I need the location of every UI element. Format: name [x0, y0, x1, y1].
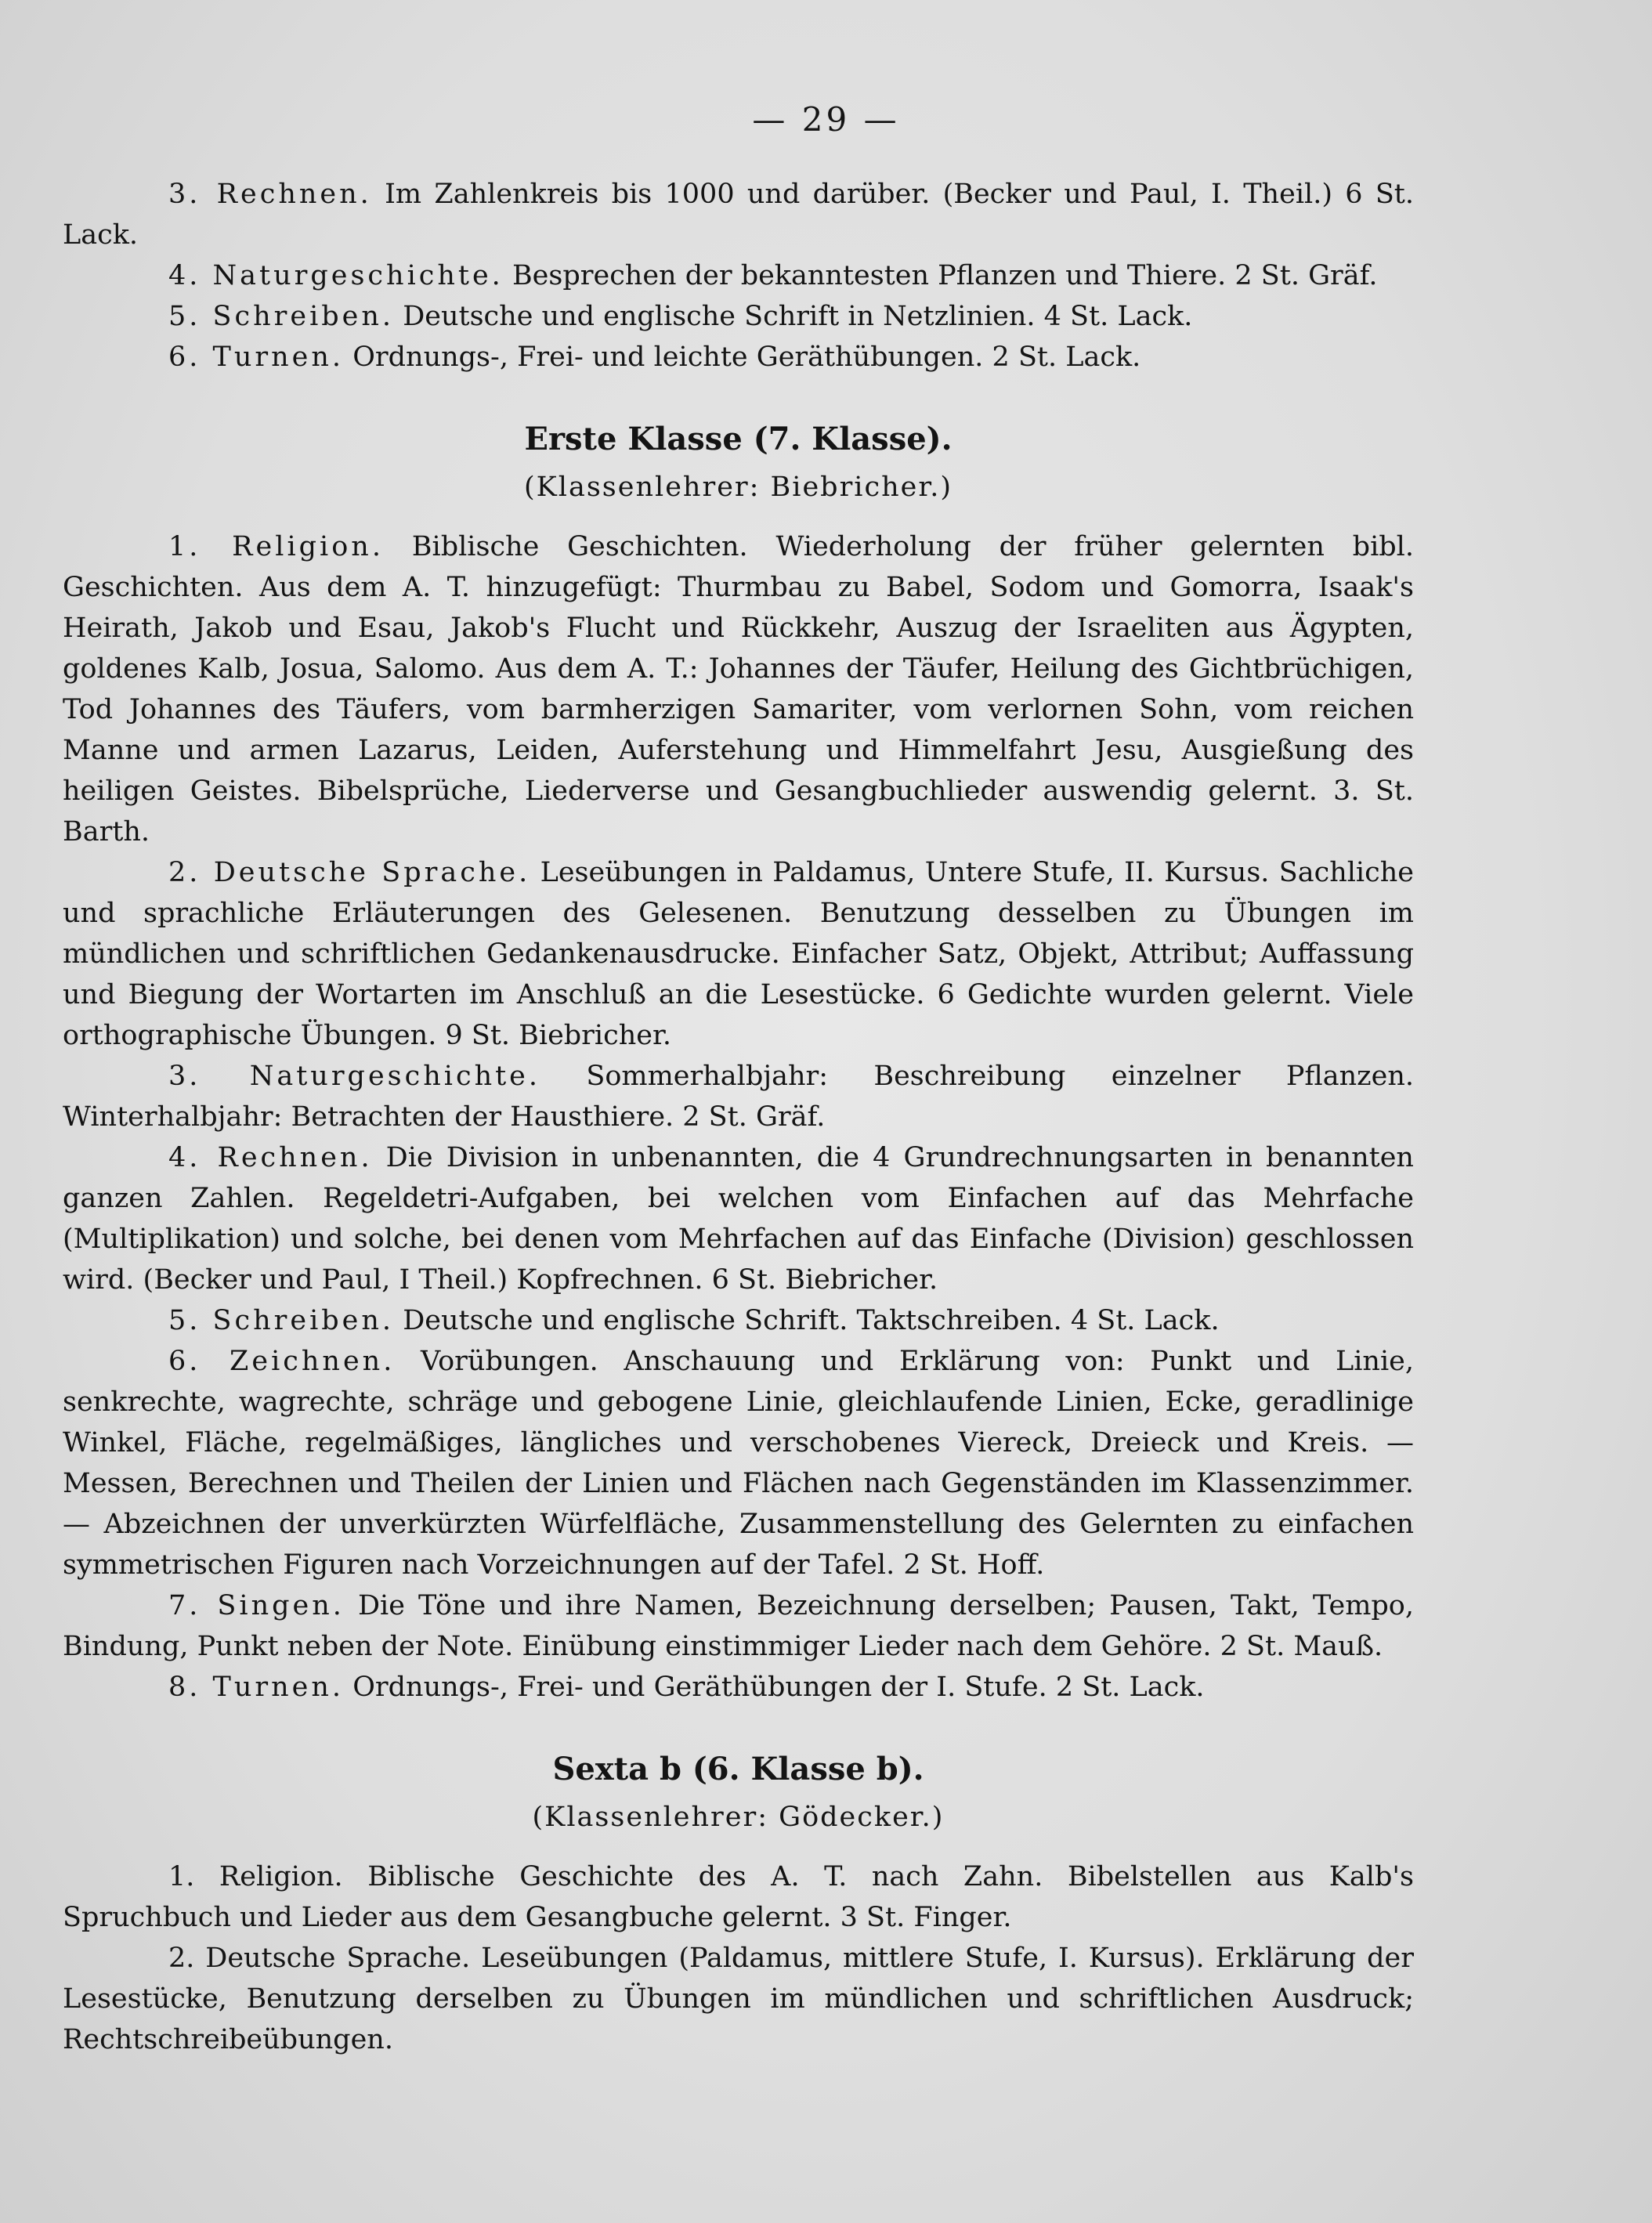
paragraph-religion [63, 526, 1414, 852]
item-text: Leseübungen (Paldamus, mittlere Stufe, I. Kursus). Erklärung der Lesestücke, Benutzung derselben zu Übungen im mündlichen und schriftlichen Ausdruck; Rechtschreibeübungen. [63, 1943, 1414, 2055]
paragraph-zeichnen [63, 1341, 1414, 1585]
item-lead: 3. Naturgeschichte. [168, 1061, 541, 1092]
item-text: Im Zahlenkreis bis 1000 und darüber. (Becker und Paul, I. Theil.) 6 St. Lack. [63, 179, 1414, 251]
item-text: Biblische Geschichte des A. T. nach Zahn. Bibelstellen aus Kalb's Spruchbuch und Lieder aus dem Gesangbuche gelernt. 3 St. Finger. [63, 1861, 1414, 1933]
item-text: Die Division in unbenannten, die 4 Grundrechnungsarten in benannten ganzen Zahlen. Regeldetri-Aufgaben, bei welchen vom Einfachen auf das Mehrfache (Multiplikation) und solche, bei denen vom Mehrfachen auf das Einfache (Division) geschlossen wird. (Becker und Paul, I Theil.) Kopfrechnen. 6 St. Biebricher. [63, 1142, 1414, 1296]
item-text: Deutsche und englische Schrift. Taktschreiben. 4 St. Lack. [403, 1305, 1220, 1336]
paragraph-deutsche-sprache [63, 852, 1414, 1056]
item-text: Deutsche und englische Schrift in Netzlinien. 4 St. Lack. [403, 301, 1193, 332]
paragraph-prev-schreiben [63, 296, 1414, 337]
item-lead: 4. Rechnen. [168, 1142, 373, 1173]
section-teacher-erste-klasse: (Klassenlehrer: Biebricher.) [523, 472, 953, 503]
paragraph-naturgeschichte [63, 1056, 1414, 1137]
item-lead: 2. Deutsche Sprache. [168, 857, 531, 888]
item-text: Vorübungen. Anschauung und Erklärung von: Punkt und Linie, senkrechte, wagrechte, schräge und gebogene Linie, gleichlaufende Linien, Ecke, geradlinige Winkel, Fläche, regelmäßiges, längliches und verschobenes Viereck, Dreieck und Kreis. — Messen, Berechnen und Theilen der Linien und Flächen nach Gegenständen im Klassenzimmer. — Abzeichnen der unverkürzten Würfelfläche, Zusammenstellung des Gelernten zu einfachen symmetrischen Figuren nach Vorzeichnungen auf der Tafel. 2 St. Hoff. [63, 1346, 1415, 1581]
page-number: — 29 — [752, 100, 900, 139]
item-text: Leseübungen in Paldamus, Untere Stufe, II. Kursus. Sachliche und sprachliche Erläuterungen des Gelesenen. Benutzung desselben zu Übungen im mündlichen und schriftlichen Gedankenausdrucke. Einfacher Satz, Objekt, Attribut; Auffassung und Biegung der Wortarten im Anschluß an die Lesestücke. 6 Gedichte wurden gelernt. Viele orthographische Übungen. 9 St. Biebricher. [63, 857, 1414, 1051]
paragraph-sexta-deutsche-sprache [63, 1938, 1414, 2060]
item-text: Ordnungs-, Frei- und leichte Geräthübungen. 2 St. Lack. [352, 342, 1141, 373]
paragraph-singen [63, 1585, 1414, 1667]
item-lead: 5. Schreiben. [168, 1305, 395, 1336]
item-lead: 5. Schreiben. [168, 301, 395, 332]
item-lead: 3. Rechnen. [168, 179, 372, 210]
item-text: Biblische Geschichten. Wiederholung der früher gelernten bibl. Geschichten. Aus dem A. T. hinzugefügt: Thurmbau zu Babel, Sodom und Gomorra, Isaak's Heirath, Jakob und Esau, Jakob's Flucht und Rückkehr, Auszug der Israeliten aus Ägypten, goldenes Kalb, Josua, Salomo. Aus dem A. T.: Johannes der Täufer, Heilung des Gichtbrüchigen, Tod Johannes des Täufers, vom barmherzigen Samariter, vom verlornen Sohn, vom reichen Manne und armen Lazarus, Leiden, Auferstehung und Himmelfahrt Jesu, Ausgießung des heiligen Geistes. Bibelsprüche, Liederverse und Gesangbuchlieder auswendig gelernt. 3. St. Barth. [63, 531, 1414, 848]
item-text: Sommerhalbjahr: Beschreibung einzelner Pflanzen. Winterhalbjahr: Betrachten der Hausthiere. 2 St. Gräf. [63, 1061, 1415, 1133]
item-lead: 7. Singen. [168, 1590, 345, 1621]
paragraph-schreiben [63, 1300, 1414, 1341]
paragraph-prev-turnen [63, 337, 1414, 378]
paragraph-prev-naturgeschichte [63, 255, 1414, 296]
body-text [63, 174, 1414, 2060]
paragraph-prev-rechnen [63, 174, 1414, 255]
item-text: Die Töne und ihre Namen, Bezeichnung derselben; Pausen, Takt, Tempo, Bindung, Punkt neben der Note. Einübung einstimmiger Lieder nach dem Gehöre. 2 St. Mauß. [63, 1590, 1414, 1662]
item-lead: 1. Religion. [168, 531, 384, 562]
item-lead: 6. Turnen. [168, 342, 345, 373]
item-text: Besprechen der bekanntesten Pflanzen und Thiere. 2 St. Gräf. [512, 260, 1378, 291]
item-lead: 6. Zeichnen. [168, 1346, 396, 1377]
item-lead: 2. Deutsche Sprache. [168, 1943, 471, 1974]
item-text: Ordnungs-, Frei- und Geräthübungen der I. Stufe. 2 St. Lack. [352, 1672, 1205, 1703]
paragraph-rechnen [63, 1137, 1414, 1300]
paragraph-turnen [63, 1667, 1414, 1708]
section-title-erste-klasse: Erste Klasse (7. Klasse). [524, 421, 953, 457]
section-title-sexta-b: Sexta b (6. Klasse b). [552, 1751, 924, 1787]
paragraph-sexta-religion [63, 1856, 1414, 1938]
item-lead: 4. Naturgeschichte. [168, 260, 504, 291]
item-lead: 1. Religion. [168, 1861, 343, 1892]
section-teacher-sexta-b: (Klassenlehrer: Gödecker.) [532, 1802, 945, 1833]
item-lead: 8. Turnen. [168, 1672, 345, 1703]
